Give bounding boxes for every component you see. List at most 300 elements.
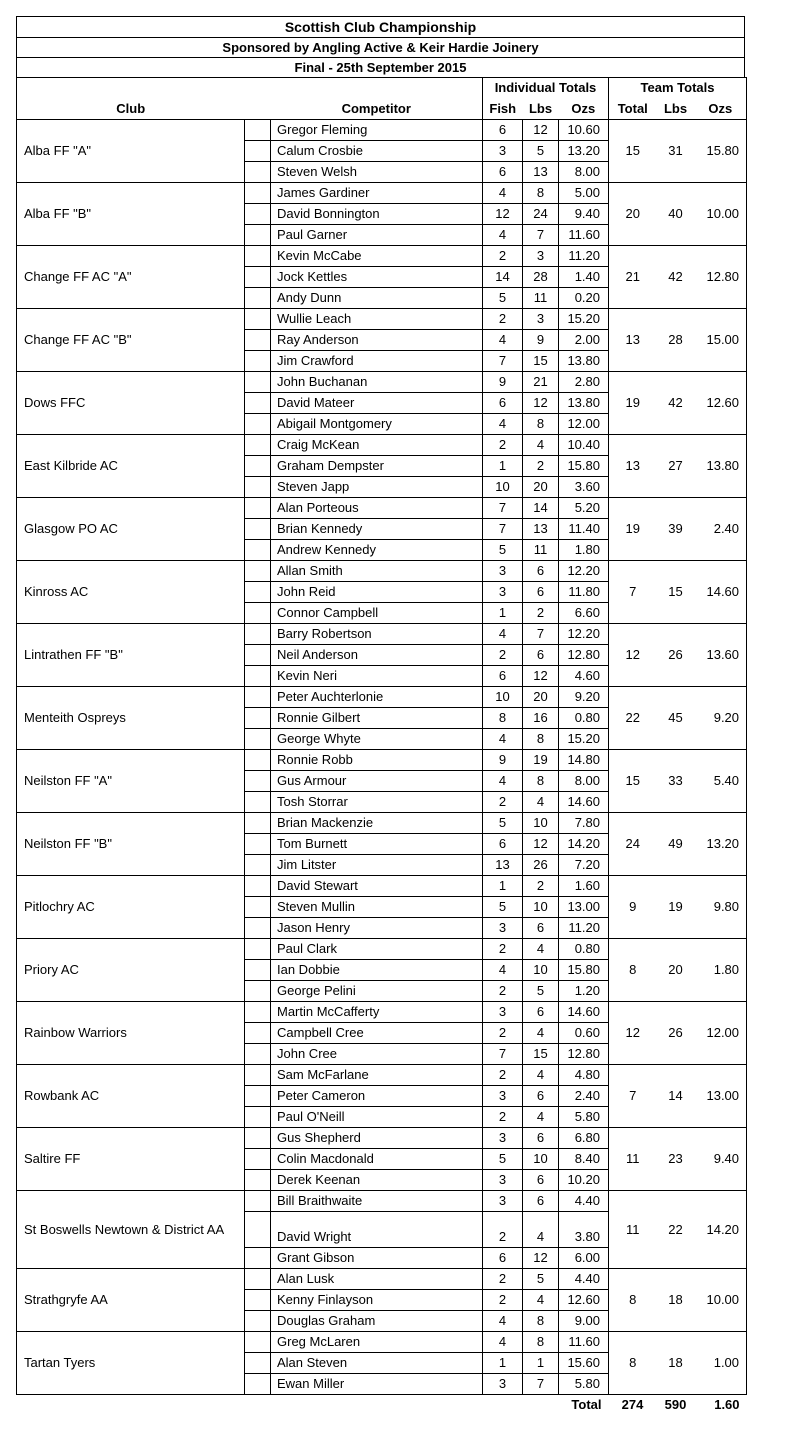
competitor-row <box>17 120 747 141</box>
lbs-value: 20 <box>523 687 559 708</box>
competitor-row <box>17 813 747 834</box>
team-total-lbs: 22 <box>657 1191 695 1269</box>
competitor-name: Bill Braithwaite <box>271 1191 483 1212</box>
fish-count: 4 <box>483 1311 523 1332</box>
team-total-fish: 7 <box>609 561 657 624</box>
lbs-value: 4 <box>523 1212 559 1248</box>
lbs-value: 8 <box>523 183 559 204</box>
team-total-fish: 7 <box>609 1065 657 1128</box>
fish-count: 4 <box>483 624 523 645</box>
fish-count: 4 <box>483 414 523 435</box>
spacer-cell <box>245 708 271 729</box>
lbs-value: 28 <box>523 267 559 288</box>
spacer-cell <box>245 540 271 561</box>
team-total-fish: 21 <box>609 246 657 309</box>
fish-count: 1 <box>483 876 523 897</box>
spacer-cell <box>245 1212 271 1248</box>
competitor-row <box>17 372 747 393</box>
spacer-cell <box>245 1248 271 1269</box>
lbs-value: 24 <box>523 204 559 225</box>
fish-count: 5 <box>483 813 523 834</box>
competitor-row <box>17 687 747 708</box>
spacer-cell <box>245 582 271 603</box>
team-total-fish: 8 <box>609 939 657 1002</box>
ozs-value: 5.80 <box>559 1107 609 1128</box>
ozs-value: 12.60 <box>559 1290 609 1311</box>
ozs-value: 11.60 <box>559 1332 609 1353</box>
fish-count: 1 <box>483 603 523 624</box>
ozs-value: 4.40 <box>559 1269 609 1290</box>
lbs-value: 6 <box>523 918 559 939</box>
fish-count: 7 <box>483 498 523 519</box>
club-header: Club <box>17 99 245 120</box>
ozs-value: 6.00 <box>559 1248 609 1269</box>
team-total-lbs: 27 <box>657 435 695 498</box>
fish-count: 4 <box>483 960 523 981</box>
fish-count: 4 <box>483 1332 523 1353</box>
header-row-columns <box>17 99 747 120</box>
club-name: Priory AC <box>17 939 245 1002</box>
club-name: Pitlochry AC <box>17 876 245 939</box>
fish-count: 7 <box>483 519 523 540</box>
team-total-ozs: 1.80 <box>695 939 747 1002</box>
competitor-row <box>17 750 747 771</box>
club-name: East Kilbride AC <box>17 435 245 498</box>
fish-count: 2 <box>483 1065 523 1086</box>
lbs-value: 12 <box>523 666 559 687</box>
competitor-name: Craig McKean <box>271 435 483 456</box>
fish-count: 8 <box>483 708 523 729</box>
ozs-value: 12.80 <box>559 1044 609 1065</box>
competitor-name: David Stewart <box>271 876 483 897</box>
event-line: Final - 25th September 2015 <box>16 57 745 77</box>
spacer-cell <box>245 813 271 834</box>
team-total-ozs: 13.20 <box>695 813 747 876</box>
competitor-row <box>17 498 747 519</box>
fish-count: 3 <box>483 1170 523 1191</box>
club-name: Alba FF "B" <box>17 183 245 246</box>
competitor-row <box>17 309 747 330</box>
competitor-name: George Pelini <box>271 981 483 1002</box>
header-blank <box>245 99 271 120</box>
spacer-cell <box>245 330 271 351</box>
spacer-cell <box>245 729 271 750</box>
competitor-name: Alan Steven <box>271 1353 483 1374</box>
competitor-name: Campbell Cree <box>271 1023 483 1044</box>
spacer-cell <box>245 981 271 1002</box>
competitor-name: Abigail Montgomery <box>271 414 483 435</box>
team-total-lbs: 19 <box>657 876 695 939</box>
spacer-cell <box>245 456 271 477</box>
team-total-lbs: 40 <box>657 183 695 246</box>
fish-count: 2 <box>483 792 523 813</box>
lbs-value: 5 <box>523 1269 559 1290</box>
ozs-value: 3.60 <box>559 477 609 498</box>
spacer-cell <box>245 939 271 960</box>
team-total-fish: 13 <box>609 435 657 498</box>
team-total-lbs: 26 <box>657 1002 695 1065</box>
ozs-value: 4.60 <box>559 666 609 687</box>
lbs-value: 6 <box>523 1170 559 1191</box>
ozs-value: 12.20 <box>559 624 609 645</box>
fish-count: 3 <box>483 141 523 162</box>
fish-count: 10 <box>483 687 523 708</box>
spacer-cell <box>245 267 271 288</box>
club-name: Tartan Tyers <box>17 1332 245 1395</box>
lbs-value: 9 <box>523 330 559 351</box>
club-name: Rowbank AC <box>17 1065 245 1128</box>
team-total-ozs: 9.40 <box>695 1128 747 1191</box>
competitor-name: Greg McLaren <box>271 1332 483 1353</box>
fish-count: 4 <box>483 225 523 246</box>
ozs-value: 14.60 <box>559 792 609 813</box>
spacer-cell <box>245 1128 271 1149</box>
lbs-value: 4 <box>523 1290 559 1311</box>
team-total-fish: 8 <box>609 1332 657 1395</box>
header-row-group <box>17 78 747 99</box>
competitor-row <box>17 1065 747 1086</box>
competitor-name: Tom Burnett <box>271 834 483 855</box>
team-total-lbs: 45 <box>657 687 695 750</box>
fish-count: 2 <box>483 246 523 267</box>
team-total-header: Total <box>617 100 648 116</box>
ozs-value: 0.80 <box>559 708 609 729</box>
lbs-value: 16 <box>523 708 559 729</box>
ozs-value: 12.20 <box>559 561 609 582</box>
lbs-value: 12 <box>523 834 559 855</box>
team-total-ozs: 10.00 <box>695 1269 747 1332</box>
ozs-value: 7.80 <box>559 813 609 834</box>
ozs-value: 2.00 <box>559 330 609 351</box>
ozs-header: Ozs <box>559 99 609 120</box>
fish-count: 1 <box>483 1353 523 1374</box>
lbs-value: 10 <box>523 1149 559 1170</box>
competitor-name: Wullie Leach <box>271 309 483 330</box>
competitor-row <box>17 624 747 645</box>
grand-total-ozs: 1.60 <box>714 1397 740 1413</box>
competitor-name: Martin McCafferty <box>271 1002 483 1023</box>
lbs-value: 2 <box>523 456 559 477</box>
fish-count: 5 <box>483 288 523 309</box>
fish-count: 2 <box>483 1107 523 1128</box>
lbs-value: 10 <box>523 813 559 834</box>
ozs-value: 11.20 <box>559 246 609 267</box>
competitor-name: Ewan Miller <box>271 1374 483 1395</box>
team-total-lbs: 14 <box>657 1065 695 1128</box>
lbs-value: 15 <box>523 1044 559 1065</box>
ozs-value: 15.80 <box>559 960 609 981</box>
fish-count: 2 <box>483 435 523 456</box>
club-name: St Boswells Newtown & District AA <box>17 1191 245 1269</box>
club-name: Lintrathen FF "B" <box>17 624 245 687</box>
lbs-value: 3 <box>523 309 559 330</box>
lbs-value: 4 <box>523 1023 559 1044</box>
competitor-name: Steven Welsh <box>271 162 483 183</box>
lbs-value: 4 <box>523 939 559 960</box>
spacer-cell <box>245 603 271 624</box>
spacer-cell <box>245 1170 271 1191</box>
spacer-cell <box>245 1149 271 1170</box>
fish-count: 4 <box>483 771 523 792</box>
ozs-value: 1.20 <box>559 981 609 1002</box>
lbs-value: 3 <box>523 246 559 267</box>
competitor-name: George Whyte <box>271 729 483 750</box>
competitor-name: John Reid <box>271 582 483 603</box>
team-total-ozs: 13.60 <box>695 624 747 687</box>
lbs-value: 8 <box>523 414 559 435</box>
ozs-value: 5.20 <box>559 498 609 519</box>
spacer-cell <box>245 771 271 792</box>
spacer-cell <box>245 918 271 939</box>
spacer-cell <box>245 246 271 267</box>
competitor-name: Steven Mullin <box>271 897 483 918</box>
footer-blank <box>523 1395 559 1416</box>
spacer-cell <box>245 519 271 540</box>
competitor-name: Jason Henry <box>271 918 483 939</box>
ozs-value: 8.00 <box>559 162 609 183</box>
spacer-cell <box>245 897 271 918</box>
fish-count: 3 <box>483 561 523 582</box>
spacer-cell <box>245 183 271 204</box>
spacer-cell <box>245 687 271 708</box>
competitor-name: Gus Shepherd <box>271 1128 483 1149</box>
fish-count: 2 <box>483 309 523 330</box>
lbs-value: 4 <box>523 1107 559 1128</box>
competitor-name: Paul O'Neill <box>271 1107 483 1128</box>
spacer-cell <box>245 351 271 372</box>
fish-count: 9 <box>483 372 523 393</box>
individual-totals-header: Individual Totals <box>483 78 609 99</box>
grand-total-label: Total <box>571 1397 602 1413</box>
team-total-ozs: 12.80 <box>695 246 747 309</box>
grand-total-row <box>17 1395 747 1416</box>
lbs-value: 6 <box>523 582 559 603</box>
ozs-value: 0.60 <box>559 1023 609 1044</box>
lbs-value: 10 <box>523 960 559 981</box>
spacer-cell <box>245 750 271 771</box>
ozs-value: 15.20 <box>559 309 609 330</box>
team-total-ozs: 13.00 <box>695 1065 747 1128</box>
spacer-cell <box>245 855 271 876</box>
lbs-value: 26 <box>523 855 559 876</box>
competitor-name: Ian Dobbie <box>271 960 483 981</box>
lbs-value: 15 <box>523 351 559 372</box>
fish-count: 1 <box>483 456 523 477</box>
spacer-cell <box>245 1086 271 1107</box>
spacer-cell <box>245 498 271 519</box>
competitor-row <box>17 246 747 267</box>
team-total-lbs: 31 <box>657 120 695 183</box>
team-total-lbs: 15 <box>657 561 695 624</box>
spacer-cell <box>245 1191 271 1212</box>
spacer-cell <box>245 876 271 897</box>
fish-count: 6 <box>483 393 523 414</box>
fish-count: 5 <box>483 540 523 561</box>
lbs-value: 8 <box>523 1311 559 1332</box>
team-total-ozs: 9.80 <box>695 876 747 939</box>
competitor-name: Tosh Storrar <box>271 792 483 813</box>
team-total-lbs: 42 <box>657 372 695 435</box>
ozs-value: 13.80 <box>559 351 609 372</box>
lbs-value: 2 <box>523 603 559 624</box>
competitor-name: Ronnie Gilbert <box>271 708 483 729</box>
spacer-cell <box>245 960 271 981</box>
club-name: Change FF AC "B" <box>17 309 245 372</box>
ozs-value: 2.80 <box>559 372 609 393</box>
fish-count: 2 <box>483 1290 523 1311</box>
ozs-value: 0.20 <box>559 288 609 309</box>
spacer-cell <box>245 1269 271 1290</box>
lbs-value: 13 <box>523 519 559 540</box>
team-totals-header: Team Totals <box>609 78 747 99</box>
competitor-name: Paul Garner <box>271 225 483 246</box>
fish-count: 6 <box>483 666 523 687</box>
team-total-fish: 11 <box>609 1191 657 1269</box>
lbs-value: 11 <box>523 288 559 309</box>
competitor-row <box>17 1269 747 1290</box>
ozs-value: 4.40 <box>559 1191 609 1212</box>
competitor-name: Douglas Graham <box>271 1311 483 1332</box>
spacer-cell <box>245 372 271 393</box>
ozs-value: 1.80 <box>559 540 609 561</box>
fish-count: 4 <box>483 729 523 750</box>
team-total-ozs: 15.80 <box>695 120 747 183</box>
team-total-ozs: 12.60 <box>695 372 747 435</box>
sheet-title: Scottish Club Championship <box>16 16 745 37</box>
competitor-name: Kevin Neri <box>271 666 483 687</box>
team-total-fish: 19 <box>609 498 657 561</box>
grand-total-fish: 274 <box>621 1397 644 1413</box>
competitor-name: Ray Anderson <box>271 330 483 351</box>
spacer-cell <box>245 162 271 183</box>
footer-blank <box>245 1395 271 1416</box>
fish-count: 2 <box>483 1023 523 1044</box>
competitor-name: David Mateer <box>271 393 483 414</box>
lbs-value: 10 <box>523 897 559 918</box>
ozs-value: 2.40 <box>559 1086 609 1107</box>
ozs-value: 14.80 <box>559 750 609 771</box>
ozs-value: 13.20 <box>559 141 609 162</box>
fish-count: 9 <box>483 750 523 771</box>
competitor-name: Calum Crosbie <box>271 141 483 162</box>
header-blank <box>17 78 245 99</box>
competitor-name: Gregor Fleming <box>271 120 483 141</box>
spacer-cell <box>245 288 271 309</box>
competitor-row <box>17 876 747 897</box>
club-name: Strathgryfe AA <box>17 1269 245 1332</box>
ozs-value: 15.20 <box>559 729 609 750</box>
competitor-name: Steven Japp <box>271 477 483 498</box>
lbs-value: 12 <box>523 393 559 414</box>
competitor-header: Competitor <box>271 99 483 120</box>
ozs-value: 12.00 <box>559 414 609 435</box>
fish-count: 3 <box>483 1374 523 1395</box>
ozs-value: 9.40 <box>559 204 609 225</box>
ozs-value: 12.80 <box>559 645 609 666</box>
club-name: Dows FFC <box>17 372 245 435</box>
fish-count: 6 <box>483 120 523 141</box>
results-table <box>16 77 747 1416</box>
competitor-name: Jim Crawford <box>271 351 483 372</box>
lbs-value: 6 <box>523 645 559 666</box>
competitor-name: Kenny Finlayson <box>271 1290 483 1311</box>
competitor-name: Brian Kennedy <box>271 519 483 540</box>
team-lbs-header: Lbs <box>663 100 688 116</box>
footer-blank <box>271 1395 483 1416</box>
team-total-fish: 12 <box>609 624 657 687</box>
team-total-fish: 15 <box>609 750 657 813</box>
competitor-name: Kevin McCabe <box>271 246 483 267</box>
team-total-lbs: 49 <box>657 813 695 876</box>
fish-count: 14 <box>483 267 523 288</box>
spacer-cell <box>245 393 271 414</box>
team-total-fish: 24 <box>609 813 657 876</box>
competitor-row <box>17 939 747 960</box>
team-total-ozs: 12.00 <box>695 1002 747 1065</box>
lbs-value: 6 <box>523 1128 559 1149</box>
fish-count: 3 <box>483 1128 523 1149</box>
lbs-value: 8 <box>523 771 559 792</box>
club-name: Glasgow PO AC <box>17 498 245 561</box>
fish-count: 7 <box>483 351 523 372</box>
fish-count: 4 <box>483 330 523 351</box>
ozs-value: 9.20 <box>559 687 609 708</box>
header-blank <box>245 78 271 99</box>
club-name: Change FF AC "A" <box>17 246 245 309</box>
team-total-ozs: 14.20 <box>695 1191 747 1269</box>
competitor-name: Allan Smith <box>271 561 483 582</box>
lbs-value: 6 <box>523 1086 559 1107</box>
lbs-value: 12 <box>523 1248 559 1269</box>
club-name: Neilston FF "B" <box>17 813 245 876</box>
team-total-lbs: 33 <box>657 750 695 813</box>
fish-count: 4 <box>483 183 523 204</box>
ozs-value: 0.80 <box>559 939 609 960</box>
club-name: Neilston FF "A" <box>17 750 245 813</box>
spacer-cell <box>245 204 271 225</box>
spacer-cell <box>245 792 271 813</box>
competitor-row <box>17 183 747 204</box>
competitor-name: Barry Robertson <box>271 624 483 645</box>
club-name: Rainbow Warriors <box>17 1002 245 1065</box>
spacer-cell <box>245 435 271 456</box>
team-total-fish: 12 <box>609 1002 657 1065</box>
fish-count: 3 <box>483 1086 523 1107</box>
spacer-cell <box>245 1002 271 1023</box>
ozs-value: 4.80 <box>559 1065 609 1086</box>
ozs-value: 11.40 <box>559 519 609 540</box>
team-total-ozs: 1.00 <box>695 1332 747 1395</box>
spacer-cell <box>245 624 271 645</box>
spacer-cell <box>245 225 271 246</box>
spacer-cell <box>245 1107 271 1128</box>
spacer-cell <box>245 1311 271 1332</box>
spacer-cell <box>245 1332 271 1353</box>
spacer-cell <box>245 1023 271 1044</box>
ozs-value: 10.20 <box>559 1170 609 1191</box>
team-total-fish: 11 <box>609 1128 657 1191</box>
fish-count: 6 <box>483 834 523 855</box>
ozs-value: 10.60 <box>559 120 609 141</box>
lbs-value: 2 <box>523 876 559 897</box>
team-total-fish: 15 <box>609 120 657 183</box>
competitor-name: Derek Keenan <box>271 1170 483 1191</box>
lbs-value: 4 <box>523 1065 559 1086</box>
team-total-lbs: 39 <box>657 498 695 561</box>
fish-count: 12 <box>483 204 523 225</box>
competitor-row <box>17 1191 747 1212</box>
club-name: Alba FF "A" <box>17 120 245 183</box>
